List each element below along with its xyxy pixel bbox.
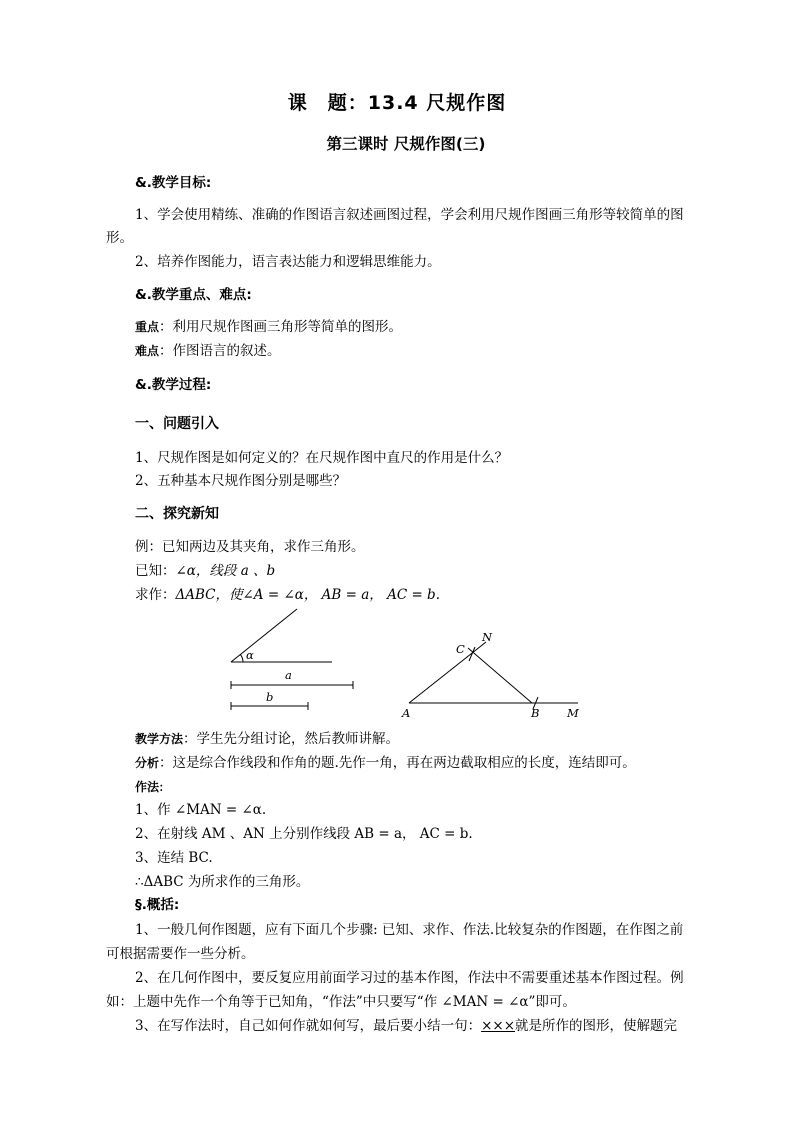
summary-3-suffix: 就是所作的图形，使解题完: [515, 1018, 678, 1034]
objective-2: 2、培养作图能力，语言表达能力和逻辑思维能力。: [135, 254, 441, 270]
process-heading: &.教学过程:: [135, 377, 212, 393]
summary-2-line-2: 如：上题中先作一个角等于已知角，“作法”中只要写“作 ∠MAN = ∠α”即可。: [106, 994, 576, 1010]
summary-1-line-2: 可根据需要作一些分析。: [106, 946, 255, 962]
objective-1-line-2: 形。: [106, 230, 133, 246]
summary-2-line-1: 2、在几何作图中，要反复应用前面学习过的基本作图，作法中不需要重述基本作图过程。例: [135, 970, 684, 986]
steps-colon: :: [159, 779, 164, 795]
steps-label: 作法: [135, 780, 160, 794]
summary-3-placeholder: ×××: [481, 1018, 516, 1034]
analysis-line: [135, 754, 636, 772]
steps-label-line: [135, 778, 164, 796]
angle-arc: [240, 655, 243, 662]
objectives-heading: &.教学目标:: [135, 175, 212, 191]
given-prefix: 已知：: [135, 563, 176, 579]
lesson-title: 课 题：13.4 尺规作图: [287, 92, 507, 114]
step-3: 3、连结 BC.: [135, 850, 213, 866]
label-alpha: α: [246, 648, 254, 662]
part-2-title: 二、探究新知: [135, 506, 219, 522]
construct-prefix: 求作：: [135, 587, 176, 603]
label-segment-a: a: [285, 668, 292, 682]
difficulty-label: 难点: [135, 344, 160, 358]
summary-3-line-1: [135, 1017, 677, 1035]
label-point-m: M: [567, 706, 579, 720]
label-segment-b: b: [266, 690, 274, 704]
construct-math: ΔABC，使∠A = ∠α， AB = a， AC = b.: [175, 587, 440, 603]
key-points-heading: &.教学重点、难点:: [135, 287, 252, 303]
summary-1-line-1: 1、一般几何作图题，应有下面几个步骤: 已知、求作、作法.比较复杂的作图题，在作图之前: [135, 922, 684, 938]
analysis-text: ：这是综合作线段和作角的题.先作一角，再在两边截取相应的长度，连结即可。: [159, 755, 636, 771]
objective-1-line-1: 1、学会使用精练、准确的作图语言叙述画图过程，学会利用尺规作图画三角形等较简单的图: [135, 207, 684, 223]
focus-label: 重点: [135, 320, 160, 334]
teaching-method-line: [135, 730, 399, 748]
focus-text: ：利用尺规作图画三角形等简单的图形。: [159, 319, 403, 335]
step-1: 1、作 ∠MAN = ∠α.: [135, 802, 267, 818]
analysis-label: 分析: [135, 756, 160, 770]
question-2: 2、五种基本尺规作图分别是哪些？: [135, 473, 347, 489]
summary-3-prefix: 3、在写作法时，自己如何作就如何写，最后要小结一句：: [135, 1018, 482, 1034]
label-point-c: C: [456, 642, 465, 656]
label-point-n: N: [482, 630, 493, 644]
angle-ray-oblique: [231, 609, 297, 662]
difficulty-text: ：作图语言的叙述。: [159, 343, 281, 359]
teaching-method-text: ：学生先分组讨论，然后教师讲解。: [183, 731, 400, 747]
teaching-method-label: 教学方法: [135, 732, 184, 746]
label-point-b: B: [531, 706, 540, 720]
given-math: ∠α，线段 a 、b: [175, 563, 276, 579]
step-2: 2、在射线 AM 、AN 上分别作线段 AB = a， AC = b.: [135, 826, 473, 842]
example-statement: 例：已知两边及其夹角，求作三角形。: [135, 539, 365, 555]
conclusion: ∴ΔABC 为所求作的三角形。: [135, 874, 310, 890]
question-1: 1、尺规作图是如何定义的？在尺规作图中直尺的作用是什么？: [135, 450, 509, 466]
label-point-a: A: [402, 706, 411, 720]
part-1-title: 一、问题引入: [135, 416, 219, 432]
ray-an: [409, 642, 486, 703]
summary-heading: §.概括:: [135, 897, 180, 913]
segment-bc: [468, 648, 532, 703]
lesson-subtitle: 第三课时 尺规作图(三): [326, 135, 486, 153]
